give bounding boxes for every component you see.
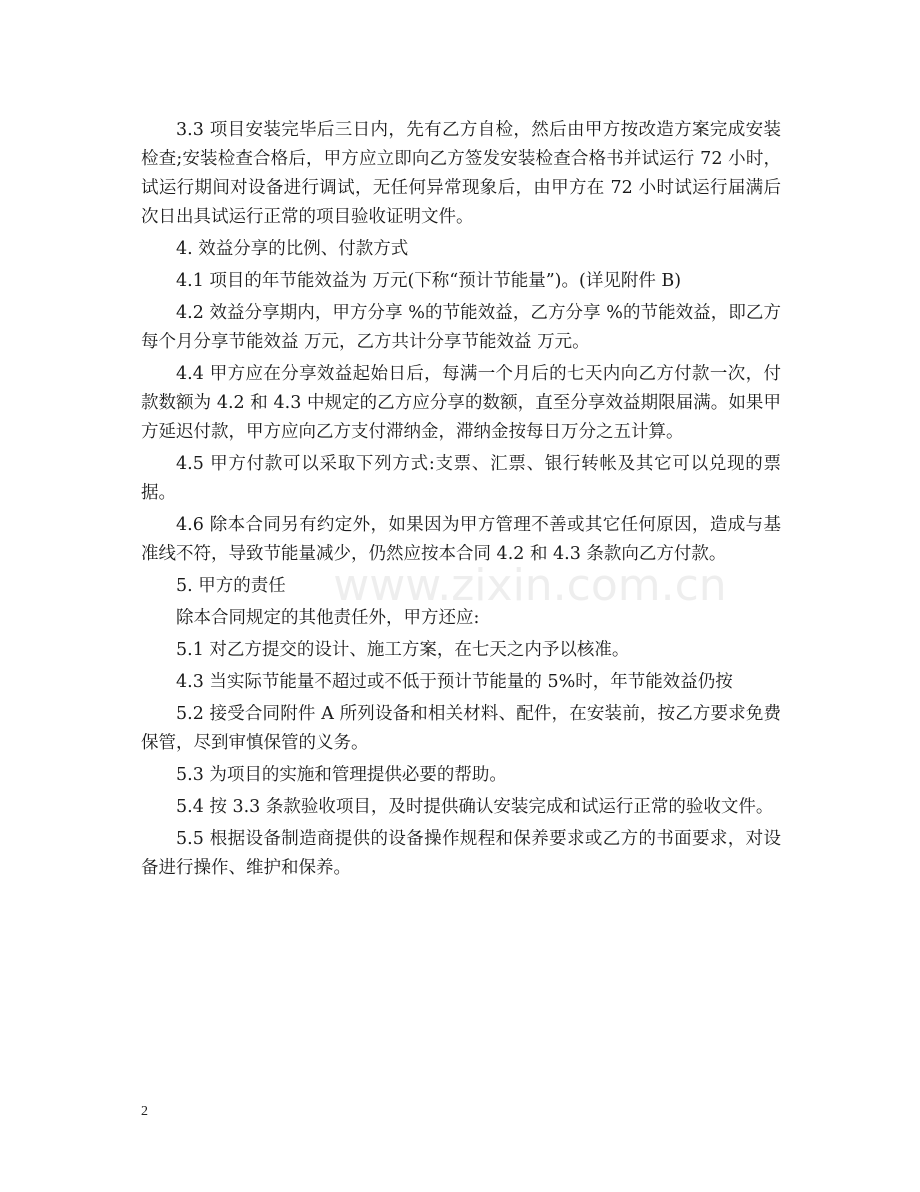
paragraph-5-5: 5.5 根据设备制造商提供的设备操作规程和保养要求或乙方的书面要求，对设备进行操作、维护和保养。 — [141, 829, 781, 878]
paragraph-5-2: 5.2 接受合同附件 A 所列设备和相关材料、配件，在安装前，按乙方要求免费保管，尽到审慎保管的义务。 — [141, 704, 781, 753]
document-body — [141, 116, 781, 886]
paragraph-4-3: 4.3 当实际节能量不超过或不低于预计节能量的 5%时，年节能效益仍按 — [176, 672, 733, 692]
paragraph-5-3: 5.3 为项目的实施和管理提供必要的帮助。 — [176, 765, 507, 785]
section-heading-5: 5. 甲方的责任 — [176, 576, 286, 596]
paragraph-4-5: 4.5 甲方付款可以采取下列方式:支票、汇票、银行转帐及其它可以兑现的票据。 — [141, 454, 781, 503]
paragraph-4-4: 4.4 甲方应在分享效益起始日后，每满一个月后的七天内向乙方付款一次，付款数额为 4.2 和 4.3 中规定的乙方应分享的数额，直至分享效益期限届满。如果甲方延迟付款，甲方应向乙方支付滞纳金，滞纳金按每日万分之五计算。 — [141, 364, 781, 442]
paragraph-4-1: 4.1 项目的年节能效益为 万元(下称“预计节能量”)。(详见附件 B) — [176, 271, 682, 291]
watermark-text: www.zixin.com.cn — [333, 560, 727, 611]
paragraph-5-intro: 除本合同规定的其他责任外，甲方还应: — [176, 608, 480, 628]
paragraph-5-1: 5.1 对乙方提交的设计、施工方案，在七天之内予以核准。 — [176, 640, 630, 660]
section-heading-4: 4. 效益分享的比例、付款方式 — [176, 239, 409, 259]
paragraph-4-2: 4.2 效益分享期内，甲方分享 %的节能效益，乙方分享 %的节能效益，即乙方每个月分享节能效益 万元，乙方共计分享节能效益 万元。 — [141, 303, 781, 352]
page-number: 2 — [141, 1104, 148, 1119]
paragraph-5-4: 5.4 按 3.3 条款验收项目，及时提供确认安装完成和试运行正常的验收文件。 — [176, 797, 774, 817]
paragraph-3-3: 3.3 项目安装完毕后三日内，先有乙方自检，然后由甲方按改造方案完成安装检查;安装检查合格后，甲方应立即向乙方签发安装检查合格书并试运行 72 小时，试运行期间对设备进行调试，无任何异常现象后，由甲方在 72 小时试运行届满后次日出具试运行正常的项目验收证明文件。 — [141, 120, 781, 227]
paragraph-4-6: 4.6 除本合同另有约定外，如果因为甲方管理不善或其它任何原因，造成与基准线不符，导致节能量减少，仍然应按本合同 4.2 和 4.3 条款向乙方付款。 — [141, 515, 781, 564]
